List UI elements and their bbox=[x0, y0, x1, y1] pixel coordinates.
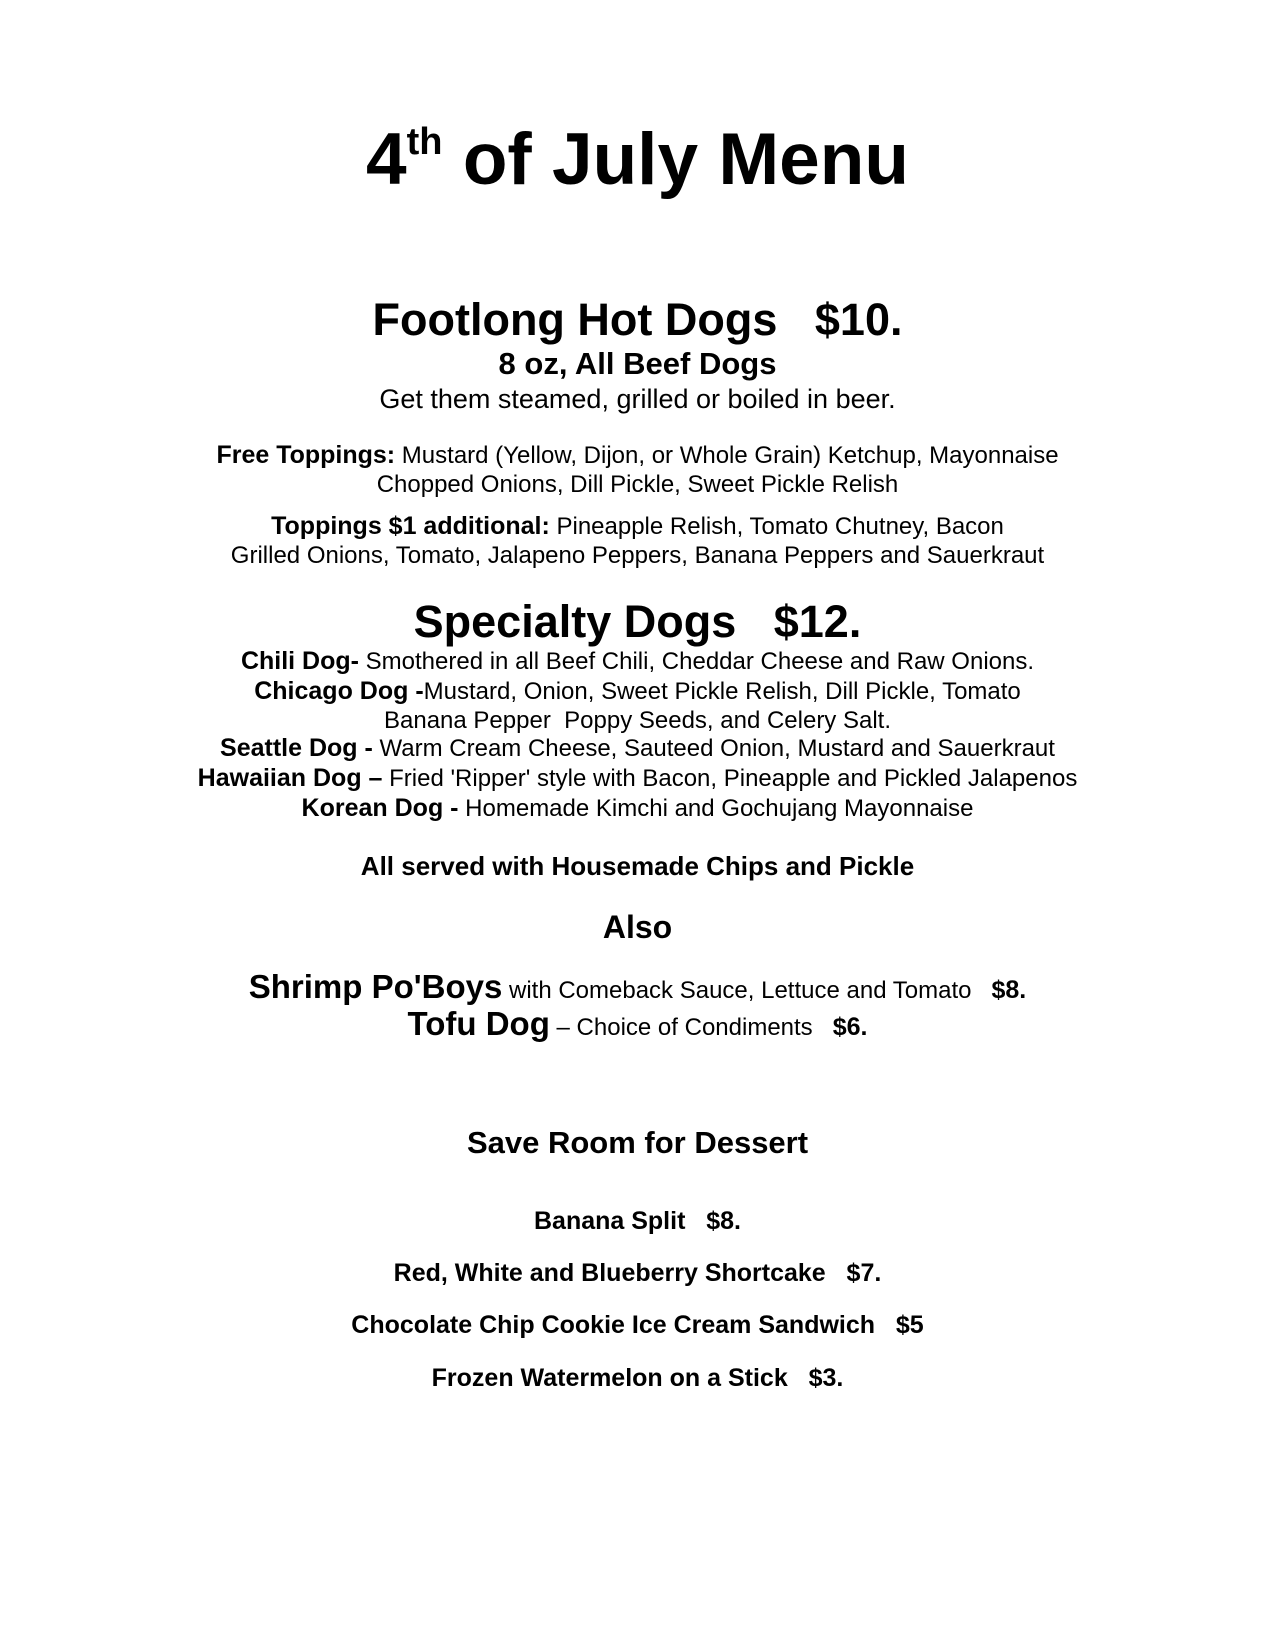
free-toppings-text: Mustard (Yellow, Dijon, or Whole Grain) Ketchup, Mayonnaise bbox=[395, 442, 1059, 469]
specialty-item bbox=[0, 794, 1275, 823]
also-item-name: Tofu Dog bbox=[407, 1005, 550, 1042]
dessert-heading: Save Room for Dessert bbox=[466, 1125, 809, 1160]
specialty-item-desc: Fried 'Ripper' style with Bacon, Pineapple and Pickled Jalapenos bbox=[382, 765, 1078, 792]
extra-toppings-text: Pineapple Relish, Tomato Chutney, Bacon bbox=[549, 513, 1004, 540]
specialty-item-name: Hawaiian Dog – bbox=[197, 764, 383, 792]
extra-toppings-line-2: Grilled Onions, Tomato, Jalapeno Peppers, Banana Peppers and Sauerkraut bbox=[230, 542, 1045, 569]
specialty-item-desc: Homemade Kimchi and Gochujang Mayonnaise bbox=[458, 795, 974, 822]
specialty-item-continuation: Banana Pepper Poppy Seeds, and Celery Salt. bbox=[384, 707, 891, 734]
specialty-item-name: Seattle Dog - bbox=[220, 734, 373, 762]
footlong-subheading: 8 oz, All Beef Dogs bbox=[498, 346, 777, 381]
specialty-heading: Specialty Dogs $12. bbox=[413, 596, 862, 647]
dessert-item: Banana Split $8. bbox=[533, 1207, 741, 1235]
also-heading: Also bbox=[602, 909, 673, 945]
specialty-item-desc: Smothered in all Beef Chili, Cheddar Cheese and Raw Onions. bbox=[358, 648, 1035, 675]
dessert-item: Red, White and Blueberry Shortcake $7. bbox=[393, 1259, 882, 1287]
footlong-heading: Footlong Hot Dogs $10. bbox=[372, 294, 903, 345]
specialty-item bbox=[0, 647, 1275, 676]
specialty-item bbox=[0, 734, 1275, 763]
also-item-price: $6. bbox=[832, 1013, 868, 1041]
also-item bbox=[0, 1005, 1275, 1050]
title-text: of July Menu bbox=[442, 119, 909, 200]
title-superscript: th bbox=[406, 121, 443, 163]
specialty-item bbox=[0, 764, 1275, 793]
specialty-item-name: Chili Dog- bbox=[240, 647, 359, 675]
dessert-item: Frozen Watermelon on a Stick $3. bbox=[431, 1364, 844, 1392]
specialty-item-desc: Mustard, Onion, Sweet Pickle Relish, Dill Pickle, Tomato bbox=[423, 678, 1021, 705]
title-number: 4 bbox=[366, 119, 407, 200]
page-title bbox=[0, 118, 1275, 202]
free-toppings-line-1 bbox=[0, 441, 1275, 470]
specialty-item-name: Korean Dog - bbox=[301, 794, 459, 822]
free-toppings-label: Free Toppings: bbox=[216, 441, 396, 469]
also-item-name: Shrimp Po'Boys bbox=[248, 968, 503, 1005]
dessert-item: Chocolate Chip Cookie Ice Cream Sandwich $5 bbox=[351, 1311, 924, 1339]
also-item-price: $8. bbox=[991, 976, 1027, 1004]
extra-toppings-line-1 bbox=[0, 512, 1275, 541]
also-item-desc: with Comeback Sauce, Lettuce and Tomato bbox=[502, 977, 992, 1004]
footlong-description: Get them steamed, grilled or boiled in beer. bbox=[379, 384, 896, 414]
specialty-item-desc: Warm Cream Cheese, Sauteed Onion, Mustard and Sauerkraut bbox=[372, 735, 1055, 762]
free-toppings-line-2: Chopped Onions, Dill Pickle, Sweet Pickle Relish bbox=[376, 471, 899, 498]
specialty-item bbox=[0, 677, 1275, 706]
extra-toppings-label: Toppings $1 additional: bbox=[271, 512, 550, 540]
specialty-item-name: Chicago Dog - bbox=[254, 677, 424, 705]
also-item-desc: – Choice of Condiments bbox=[549, 1014, 833, 1041]
served-with-note: All served with Housemade Chips and Pickle bbox=[360, 851, 915, 881]
